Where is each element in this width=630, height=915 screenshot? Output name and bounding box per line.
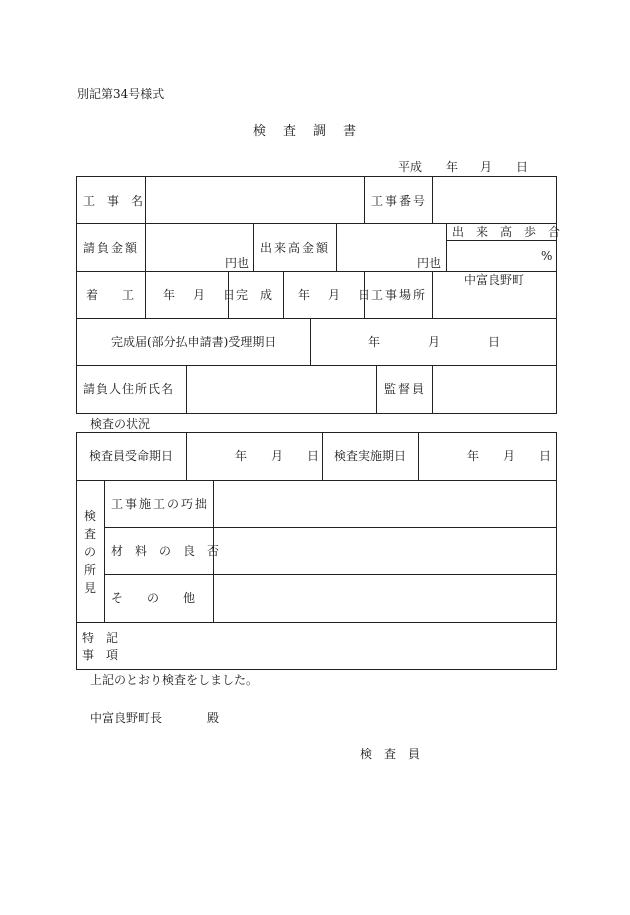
findings-char: 査: [84, 527, 97, 541]
work-number-field[interactable]: [433, 177, 556, 222]
supervisor-field[interactable]: [433, 366, 556, 413]
contractor-label: 請負人住所氏名: [83, 382, 175, 396]
yen-suffix-2: 円也: [417, 256, 442, 270]
materials-field[interactable]: [214, 528, 556, 573]
findings-char: の: [84, 545, 97, 559]
other-label: そ の 他: [111, 591, 196, 605]
start-date: 年 月 日: [163, 288, 239, 302]
appointment-label: 検査員受命期日: [89, 449, 174, 463]
work-name-label: 工 事 名: [83, 194, 144, 208]
findings-char: 検: [84, 509, 97, 523]
findings-char: 所: [84, 563, 97, 577]
notice-label: 完成届(部分払申請書)受理期日: [111, 335, 277, 349]
remarks-label-line2: 事 項: [82, 648, 119, 662]
supervisor-label: 監督員: [384, 382, 427, 396]
execution-date: 年 月 日: [467, 449, 552, 463]
remarks-label-line1: 特 記: [82, 631, 119, 645]
workmanship-field[interactable]: [214, 481, 556, 526]
statement-text: 上記のとおり検査をしました。: [90, 673, 259, 687]
complete-label: 完 成: [236, 288, 273, 302]
work-number-label: 工事番号: [371, 194, 428, 208]
completed-amount-label: 出来高金額: [260, 241, 331, 255]
date-era: 平成: [398, 160, 423, 174]
remarks-field[interactable]: [130, 623, 556, 669]
contractor-field[interactable]: [187, 366, 375, 413]
progress-label: 出 来 高 歩 合: [452, 225, 561, 239]
inspection-section-label: 検査の状況: [90, 417, 151, 431]
progress-field[interactable]: [447, 241, 556, 270]
addressee: 中富良野町長: [90, 711, 163, 725]
start-label: 着 工: [86, 288, 135, 302]
form-number: 別記第34号様式: [77, 87, 165, 101]
site-value: 中富良野町: [464, 273, 525, 287]
date-year: 年: [446, 160, 459, 174]
contract-amount-label: 請負金額: [83, 241, 140, 255]
site-label: 工事場所: [371, 288, 428, 302]
appointment-date: 年 月 日: [235, 449, 320, 463]
percent-suffix: %: [541, 249, 553, 263]
materials-label: 材 料 の 良 否: [111, 544, 220, 558]
other-field[interactable]: [214, 575, 556, 621]
inspector-label: 検 査 員: [360, 747, 421, 761]
complete-date: 年 月 日: [298, 288, 374, 302]
honorific: 殿: [207, 711, 220, 725]
work-name-field[interactable]: [146, 177, 363, 222]
execution-label: 検査実施期日: [334, 449, 407, 463]
date-month: 月: [480, 160, 493, 174]
yen-suffix-1: 円也: [225, 256, 250, 270]
workmanship-label: 工事施工の巧拙: [111, 497, 210, 511]
notice-date: 年 月 日: [368, 335, 501, 349]
findings-char: 見: [84, 581, 97, 595]
date-day: 日: [516, 160, 529, 174]
document-title: 検 査 調 書: [253, 124, 359, 139]
